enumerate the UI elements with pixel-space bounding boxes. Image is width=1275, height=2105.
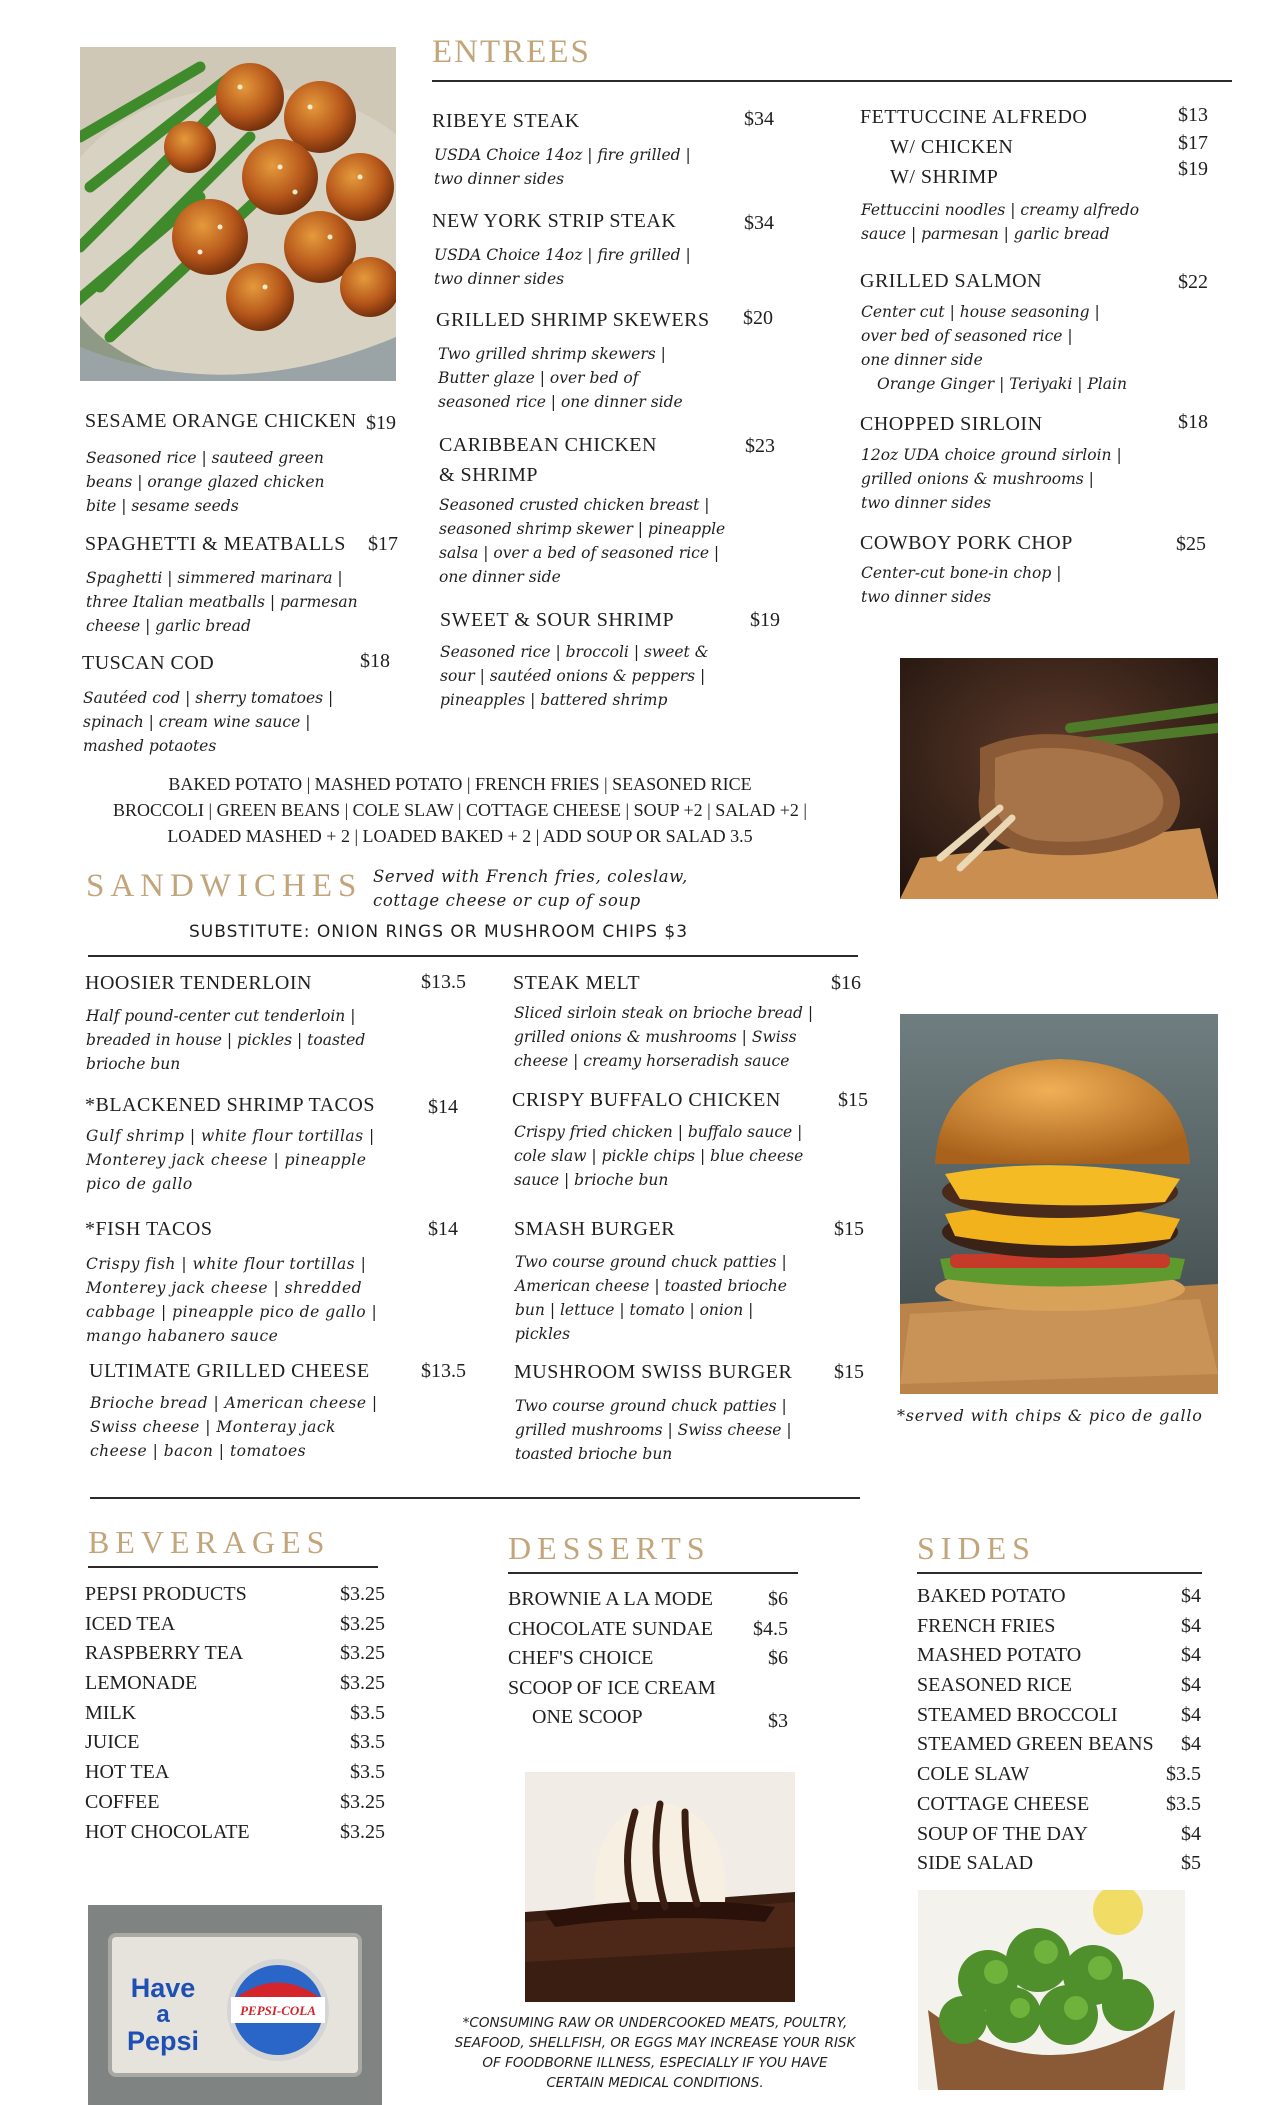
list-item-price: $3.5 [350,1761,385,1784]
item-desc: Seasoned rice | sauteed green beans | orange glazed chicken bite | sesame seeds [86,449,325,515]
entrees-heading: ENTREES [432,34,591,70]
item-price: $15 [834,1218,864,1240]
list-item-name: ICED TEA [85,1612,176,1635]
list-item [917,1615,1207,1645]
list-item-name: STEAMED BROCCOLI [917,1703,1118,1726]
entrees-rule [432,80,1232,82]
list-item-name: MILK [85,1701,137,1724]
desserts-heading: DESSERTS [508,1530,711,1566]
item-name: CHOPPED SIRLOIN [860,413,1043,435]
list-item [917,1585,1207,1615]
list-item-name: CHOCOLATE SUNDAE [508,1617,713,1640]
option-chicken: W/ CHICKEN [890,136,1014,158]
item-desc: USDA Choice 14oz | fire grilled | two dinner sides [434,246,691,288]
list-item-price: $6 [768,1647,788,1669]
sandwiches-rule [88,955,858,957]
sides-heading: SIDES [917,1530,1036,1566]
list-item [917,1674,1207,1704]
list-item-price: $4 [1181,1703,1201,1726]
brownie-a-la-mode-photo [525,1772,795,2002]
item-desc: Sautéed cod | sherry tomatoes | spinach | cream wine sauce | mashed potaotes [83,689,334,755]
item-price: $14 [428,1218,458,1240]
list-item-price: $3.25 [340,1672,385,1695]
list-item-name: JUICE [85,1731,140,1754]
item-name: TUSCAN COD [82,652,215,674]
list-item [85,1791,385,1821]
list-item-name: PEPSI PRODUCTS [85,1583,247,1605]
pepsi-sign-pepsi: Pepsi [126,2026,200,2056]
sandwiches-heading: SANDWICHES [86,868,363,904]
item-name: ULTIMATE GRILLED CHEESE [89,1360,370,1382]
item-price: $13.5 [421,971,466,993]
dinner-sides-list [60,771,860,849]
list-item-price: $3.5 [1166,1792,1201,1815]
list-item-name: COLE SLAW [917,1763,1030,1786]
list-item-price: $6 [768,1588,788,1610]
item-name: CRISPY BUFFALO CHICKEN [512,1089,781,1111]
item-desc: Fettuccini noodles | creamy alfredo sauce | parmesan | garlic bread [861,201,1140,243]
smash-burger-photo [900,1014,1218,1394]
item-name: NEW YORK STRIP STEAK [432,210,677,232]
item-name: SWEET & SOUR SHRIMP [440,609,675,631]
list-item-name: SCOOP OF ICE CREAM [508,1676,716,1699]
item-desc: Brioche bread | American cheese | Swiss cheese | Monteray jack cheese | bacon | tomatoes [90,1394,378,1460]
broccoli-photo [918,1890,1185,2090]
list-item-price: $3.5 [350,1701,385,1724]
list-item-name: SOUP OF THE DAY [917,1822,1088,1845]
item-desc: Center cut | house seasoning | over bed of seasoned rice | one dinner side Orange Ginger | Teriyaki | Plain [861,303,1127,393]
list-item [85,1702,385,1732]
item-price: $19 [366,412,396,434]
item-name: GRILLED SHRIMP SKEWERS [436,309,710,331]
pepsi-cap-logo: PEPSI-COLA [240,2003,316,2018]
item-desc: Spaghetti | simmered marinara | three Italian meatballs | parmesan cheese | garlic bread [86,569,358,635]
list-item-price: $3.5 [1166,1763,1201,1786]
option-shrimp-price: $19 [1178,158,1208,180]
item-price: $23 [745,435,775,457]
list-item-price: $5 [1181,1852,1201,1875]
list-item-price: $4 [1181,1644,1201,1667]
list-item-price: $3.25 [340,1642,385,1665]
beverages-rule [88,1566,378,1568]
item-name: MUSHROOM SWISS BURGER [514,1361,793,1383]
list-item [917,1733,1207,1763]
desserts-rule [508,1572,798,1574]
list-item [508,1677,798,1707]
list-item [85,1583,385,1613]
list-item-name: BAKED POTATO [917,1585,1066,1607]
beverages-heading: BEVERAGES [88,1524,331,1560]
list-item-name: STEAMED GREEN BEANS [917,1733,1154,1756]
item-desc: Two course ground chuck patties | American cheese | toasted brioche bun | lettuce | tomato | onion | pickles [515,1253,787,1343]
item-name: SESAME ORANGE CHICKEN [85,410,357,432]
item-desc: Seasoned crusted chicken breast | seasoned shrimp skewer | pineapple salsa | over a bed of seasoned rice | one dinner side [439,496,726,586]
list-item-price: $4 [1181,1733,1201,1756]
pepsi-sign-a: a [156,2001,170,2028]
item-desc: Seasoned rice | broccoli | sweet & sour | sautéed onions & peppers | pineapples | battered shrimp [440,643,709,709]
list-item-name: ONE SCOOP [532,1706,643,1728]
list-item [508,1706,798,1736]
item-desc: Crispy fish | white flour tortillas | Monterey jack cheese | shredded cabbage | pineapple pico de gallo | mango habanero sauce [86,1255,378,1345]
sides-list [917,1585,1207,1882]
item-price: $13 [1178,104,1208,126]
sandwiches-bottom-rule [90,1497,860,1499]
list-item [917,1644,1207,1674]
item-desc: Crispy fried chicken | buffalo sauce | cole slaw | pickle chips | blue cheese sauce | brioche bun [514,1123,804,1189]
list-item-name: HOT CHOCOLATE [85,1820,250,1843]
list-item-name: RASPBERRY TEA [85,1642,244,1665]
list-item-price: $4 [1181,1614,1201,1637]
item-price: $13.5 [421,1360,466,1382]
item-name: *BLACKENED SHRIMP TACOS [85,1094,375,1116]
list-item [917,1823,1207,1853]
item-desc: Two course ground chuck patties | grilled mushrooms | Swiss cheese | toasted brioche bun [515,1397,792,1463]
pork-chop-photo [900,658,1218,899]
item-price: $16 [831,972,861,994]
option-shrimp: W/ SHRIMP [890,166,999,188]
list-item [917,1704,1207,1734]
list-item [85,1672,385,1702]
raw-food-disclaimer: *CONSUMING RAW OR UNDERCOOKED MEATS, POULTRY, SEAFOOD, SHELLFISH, OR EGGS MAY INCREASE YOUR RISK OF FOODBORNE ILLNESS, ESPECIALLY IF YOU HAVE CERTAIN MEDICAL CONDITIONS. [454,2015,856,2091]
list-item-name: LEMONADE [85,1672,198,1695]
list-item-price: $4 [1181,1822,1201,1845]
item-price: $18 [360,650,390,672]
item-price: $34 [744,108,774,130]
item-name: COWBOY PORK CHOP [860,532,1073,554]
beverages-list [85,1583,385,1850]
item-name: SMASH BURGER [514,1218,676,1240]
list-item [508,1618,798,1648]
list-item-name: MASHED POTATO [917,1644,1082,1667]
item-price: $20 [743,307,773,329]
pepsi-sign-have: Have [130,1973,196,2003]
list-item [85,1761,385,1791]
list-item-name: SIDE SALAD [917,1852,1034,1875]
desserts-list [508,1588,798,1736]
item-price: $15 [834,1361,864,1383]
item-name: RIBEYE STEAK [432,110,580,132]
list-item [508,1588,798,1618]
sides-line: LOADED MASHED + 2 | LOADED BAKED + 2 | ADD SOUP OR SALAD 3.5 [167,826,753,846]
list-item [85,1731,385,1761]
sides-rule [917,1572,1202,1574]
item-name: SPAGHETTI & MEATBALLS [85,533,346,555]
sandwiches-substitute: SUBSTITUTE: ONION RINGS OR MUSHROOM CHIPS $3 [189,922,689,942]
list-item [917,1763,1207,1793]
list-item-price: $3.25 [340,1583,385,1605]
tacos-footnote: *served with chips & pico de gallo [897,1406,1203,1425]
list-item-price: $4.5 [753,1617,788,1640]
item-name-line2: & SHRIMP [439,464,539,486]
list-item [85,1613,385,1643]
option-chicken-price: $17 [1178,132,1208,154]
item-desc: Half pound-center cut tenderloin | breaded in house | pickles | toasted brioche bun [86,1007,366,1073]
list-item [85,1821,385,1851]
list-item-name: COFFEE [85,1790,160,1813]
item-desc: Two grilled shrimp skewers | Butter glaze | over bed of seasoned rice | one dinner side [438,345,683,411]
list-item-price: $3.5 [350,1731,385,1754]
sandwiches-served-with: Served with French fries, coleslaw, cottage cheese or cup of soup [373,867,688,910]
list-item-name: BROWNIE A LA MODE [508,1588,713,1610]
list-item-price: $3.25 [340,1612,385,1635]
list-item-name: HOT TEA [85,1761,170,1784]
list-item-price: $3.25 [340,1790,385,1813]
list-item-price: $3 [768,1710,788,1732]
list-item-name: FRENCH FRIES [917,1614,1056,1637]
item-price: $22 [1178,271,1208,293]
item-desc: USDA Choice 14oz | fire grilled | two dinner sides [434,146,691,188]
list-item-price: $3.25 [340,1820,385,1843]
sides-line: BROCCOLI | GREEN BEANS | COLE SLAW | COTTAGE CHEESE | SOUP +2 | SALAD +2 | [112,800,808,820]
item-name: FETTUCCINE ALFREDO [860,106,1088,128]
item-price: $14 [428,1096,458,1118]
item-price: $19 [750,609,780,631]
list-item-name: CHEF'S CHOICE [508,1647,654,1669]
list-item-price: $4 [1181,1585,1201,1607]
item-price: $25 [1176,533,1206,555]
item-name: HOOSIER TENDERLOIN [85,972,312,994]
list-item-name: COTTAGE CHEESE [917,1792,1090,1815]
item-name: *FISH TACOS [85,1218,213,1240]
item-price: $17 [368,533,398,555]
item-desc: Center-cut bone-in chop | two dinner sides [861,564,1062,606]
list-item [85,1642,385,1672]
item-desc: 12oz UDA choice ground sirloin | grilled onions & mushrooms | two dinner sides [861,446,1122,512]
sides-line: BAKED POTATO | MASHED POTATO | FRENCH FRIES | SEASONED RICE [168,774,752,794]
item-name: GRILLED SALMON [860,270,1042,292]
list-item [917,1793,1207,1823]
list-item-price: $4 [1181,1674,1201,1697]
item-name: STEAK MELT [513,972,641,994]
item-price: $18 [1178,411,1208,433]
sesame-chicken-photo [80,47,396,381]
list-item [508,1647,798,1677]
item-price: $15 [838,1089,868,1111]
item-name: CARIBBEAN CHICKEN [439,434,657,456]
pepsi-sign-photo [88,1905,382,2105]
item-price: $34 [744,212,774,234]
item-desc: Gulf shrimp | white flour tortillas | Monterey jack cheese | pineapple pico de gallo [86,1127,375,1193]
list-item [917,1852,1207,1882]
item-desc: Sliced sirloin steak on brioche bread | grilled onions & mushrooms | Swiss cheese | creamy horseradish sauce [514,1004,814,1070]
list-item-name: SEASONED RICE [917,1674,1073,1697]
